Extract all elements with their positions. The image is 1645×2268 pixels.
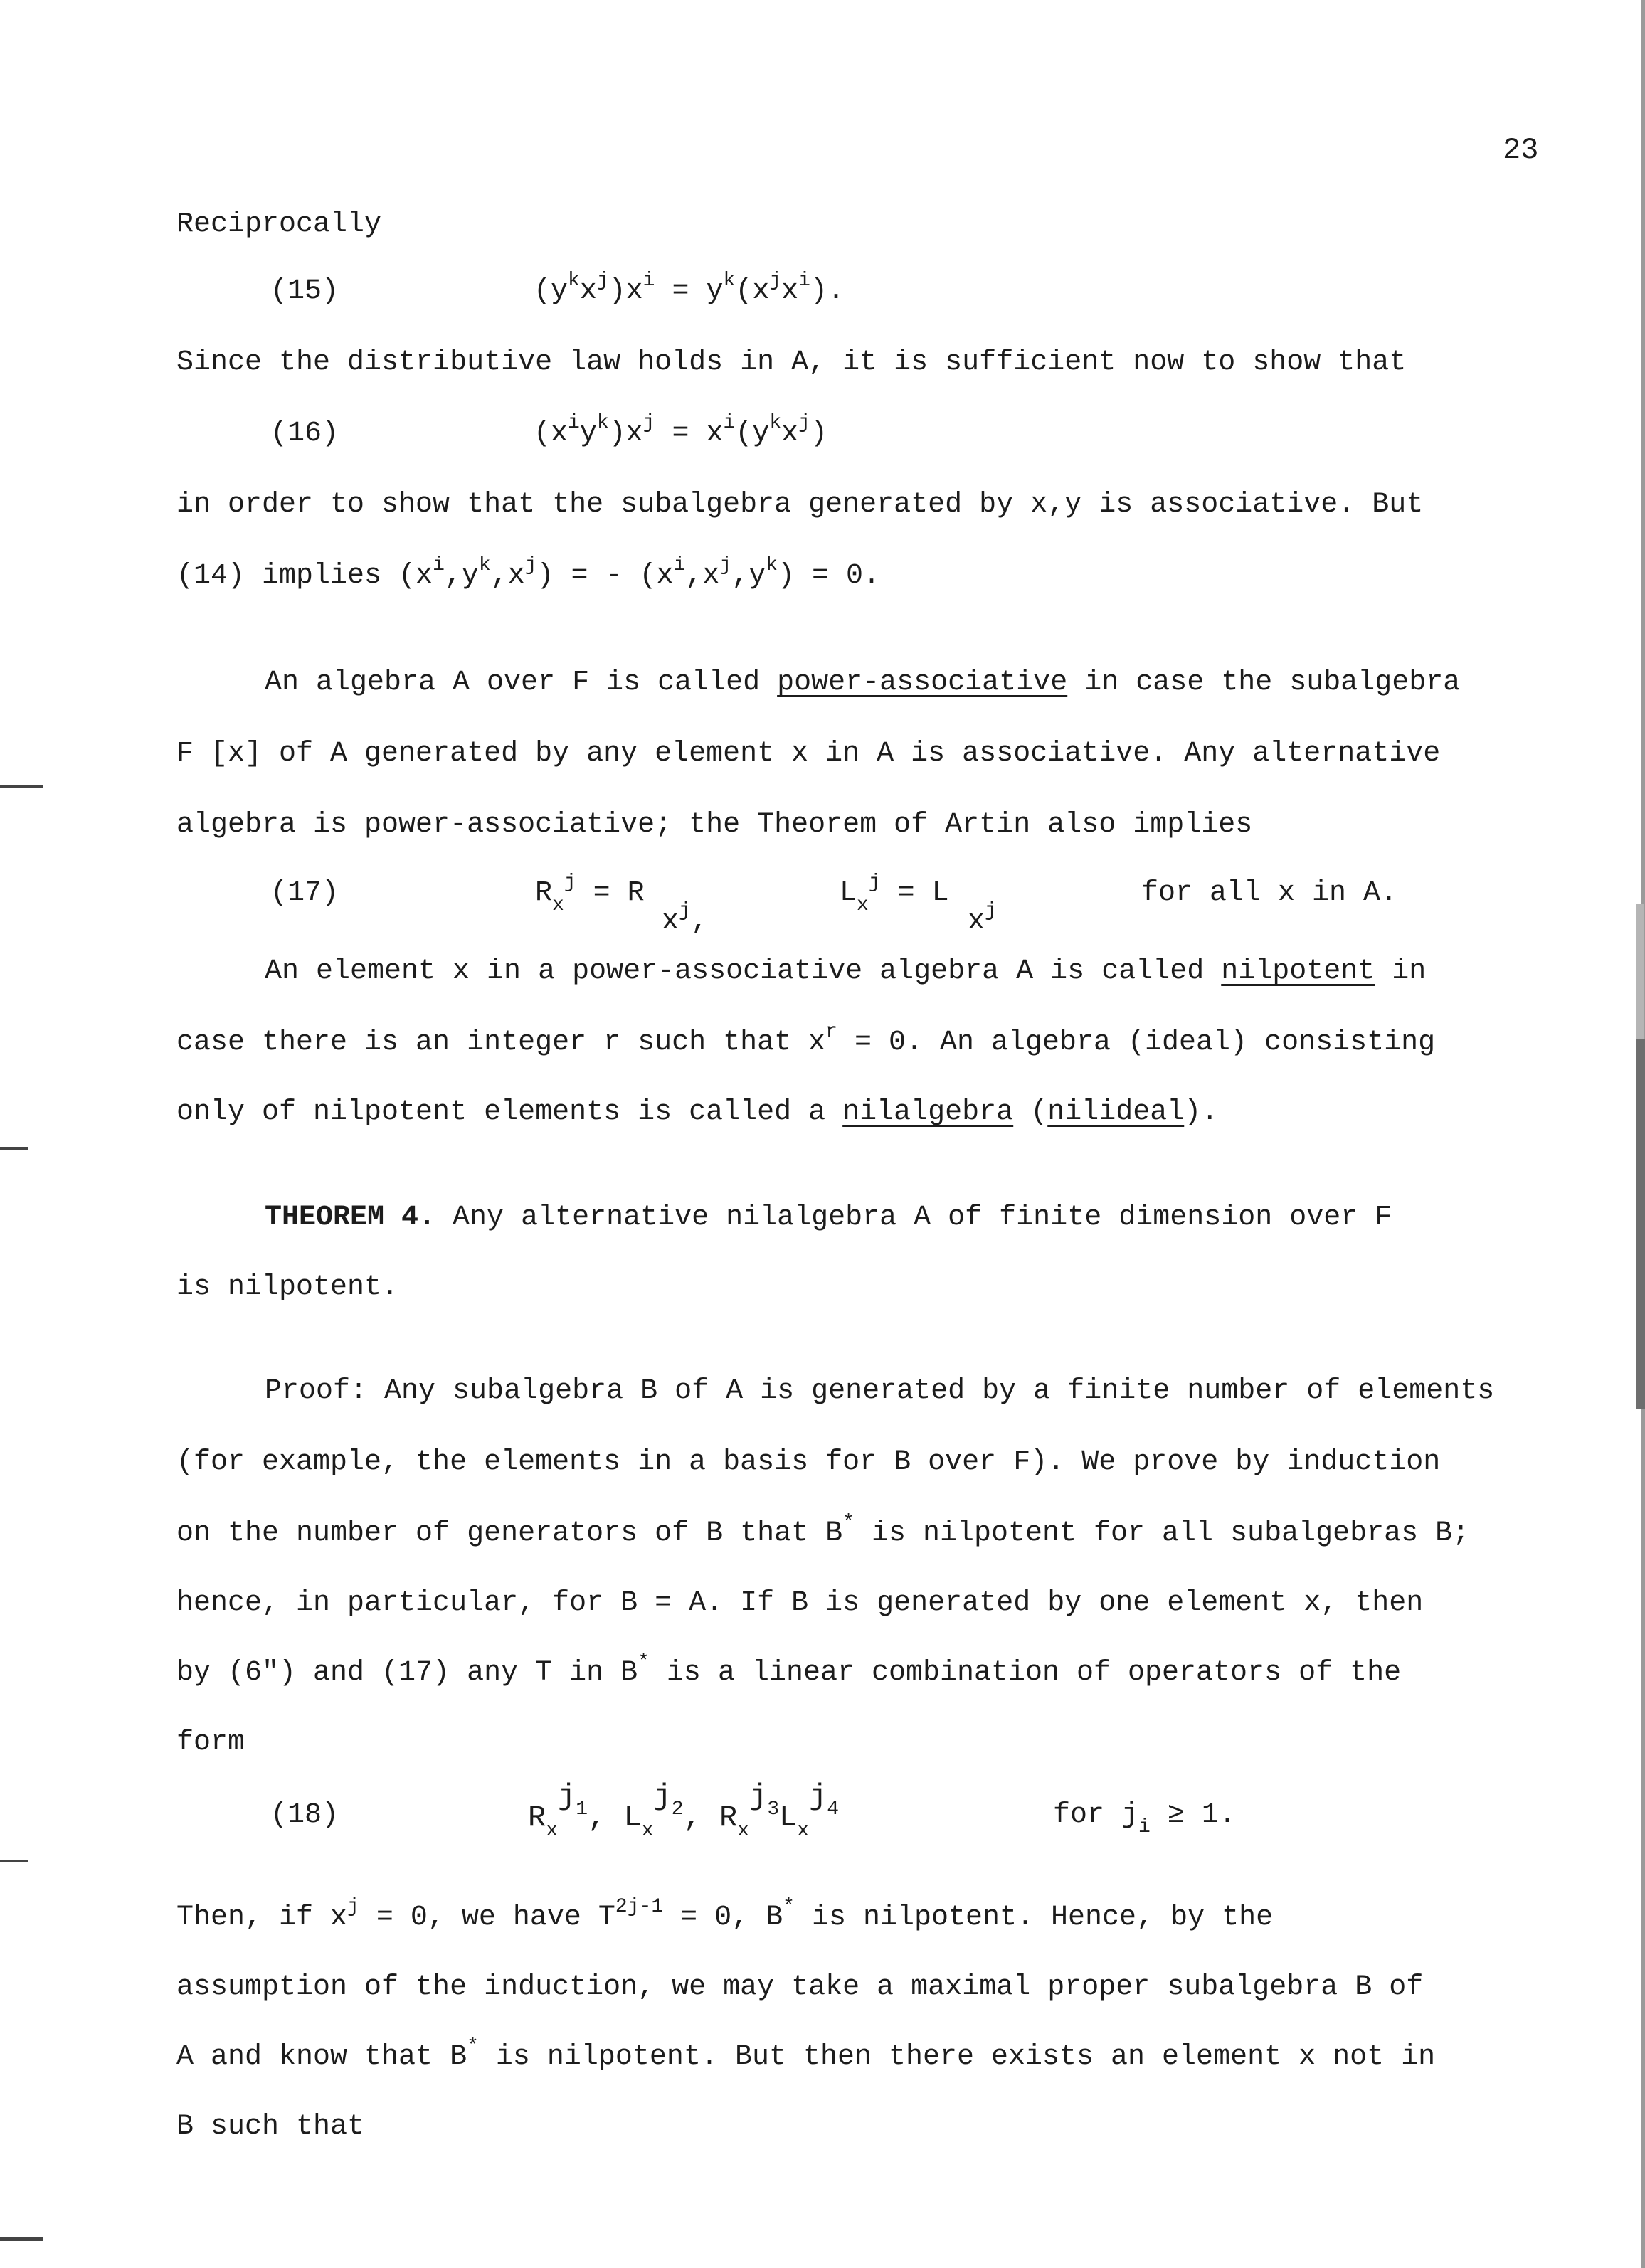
proof-label: Proof: xyxy=(265,1375,368,1407)
term-nilpotent: nilpotent xyxy=(1221,955,1375,987)
proof-line: Proof: Any subalgebra B of A is generated by a finite number of elements xyxy=(265,1375,1495,1407)
theorem-label: THEOREM 4. xyxy=(265,1202,436,1234)
term-nilalgebra: nilalgebra xyxy=(842,1096,1014,1128)
equation-17-right-sub: $x^j$, xyxy=(662,900,708,938)
text-line: is nilpotent. xyxy=(176,1271,399,1303)
margin-mark xyxy=(0,785,43,788)
text-line: by (6") and (17) any T in B* is a linear combination of operators of the xyxy=(176,1651,1402,1689)
equation-16: $(x^iy^k)x^j = x^i(y^kx^j)$ xyxy=(534,412,827,450)
text-line: on the number of generators of B that B* is nilpotent for all subalgebras B; xyxy=(176,1512,1470,1549)
term-nilideal: nilideal xyxy=(1047,1096,1185,1128)
equation-17-condition: for all x in A. xyxy=(1141,877,1398,909)
text-line: case there is an integer r such that $x^r = 0$. An algebra (ideal) consisting xyxy=(176,1021,1436,1059)
text-line: B such that xyxy=(176,2111,365,2143)
text-line: A and know that B* is nilpotent. But then there exists an element x not in xyxy=(176,2035,1436,2073)
page-edge-mark xyxy=(1636,1039,1645,1409)
text-line: An element x in a power-associative algebra A is called nilpotent in xyxy=(265,955,1427,987)
equation-17-right: $R_x^j = R$ xyxy=(535,871,645,916)
theorem-line: THEOREM 4. Any alternative nilalgebra A of finite dimension over F xyxy=(265,1202,1392,1234)
margin-mark xyxy=(0,2237,43,2241)
equation-18-condition: for $j_i \ge 1$. xyxy=(1053,1799,1236,1838)
text-line: form xyxy=(176,1727,245,1759)
margin-mark xyxy=(0,1860,28,1862)
text-line: only of nilpotent elements is called a nilalgebra (nilideal). xyxy=(176,1096,1219,1128)
text-line: hence, in particular, for B = A. If B is generated by one element x, then xyxy=(176,1587,1424,1619)
text-line: Reciprocally xyxy=(176,208,382,240)
equation-17-left: $L_x^j = L$ xyxy=(840,871,949,916)
text-line: in order to show that the subalgebra generated by x,y is associative. But xyxy=(176,489,1424,521)
page-number: 23 xyxy=(1503,133,1539,167)
equation-number-15: (15) xyxy=(270,275,339,307)
text-line: assumption of the induction, we may take a maximal proper subalgebra B of xyxy=(176,1971,1424,2003)
text-line: An algebra A over F is called power-associative in case the subalgebra xyxy=(265,667,1461,699)
equation-17-left-sub: $x^j$ xyxy=(968,900,997,938)
text-line: Then, if $x^j = 0$, we have $T^{2j-1} = 0$, B* is nilpotent. Hence, by the xyxy=(176,1896,1274,1934)
margin-mark xyxy=(0,1147,28,1150)
text-line: algebra is power-associative; the Theorem of Artin also implies xyxy=(176,809,1253,841)
equation-number-16: (16) xyxy=(270,418,339,450)
text-line: (for example, the elements in a basis for B over F). We prove by induction xyxy=(176,1446,1441,1478)
text-line: F [x] of A generated by any element x in A is associative. Any alternative xyxy=(176,738,1441,770)
text-line: Since the distributive law holds in A, it is sufficient now to show that xyxy=(176,346,1407,378)
equation-number-18: (18) xyxy=(270,1799,339,1831)
equation-18: $R_xj_1$, $L_xj_2$, $R_xj_3L_xj_4$ xyxy=(528,1779,840,1842)
equation-number-17: (17) xyxy=(270,877,339,909)
equation-line-14: (14) implies $(x^i,y^k,x^j)$ = - $(x^i,x^j,y^k) = 0$. xyxy=(176,554,881,592)
term-power-associative: power-associative xyxy=(777,667,1068,699)
equation-15: $(y^kx^j)x^i = y^k(x^jx^i)$. xyxy=(534,270,845,307)
